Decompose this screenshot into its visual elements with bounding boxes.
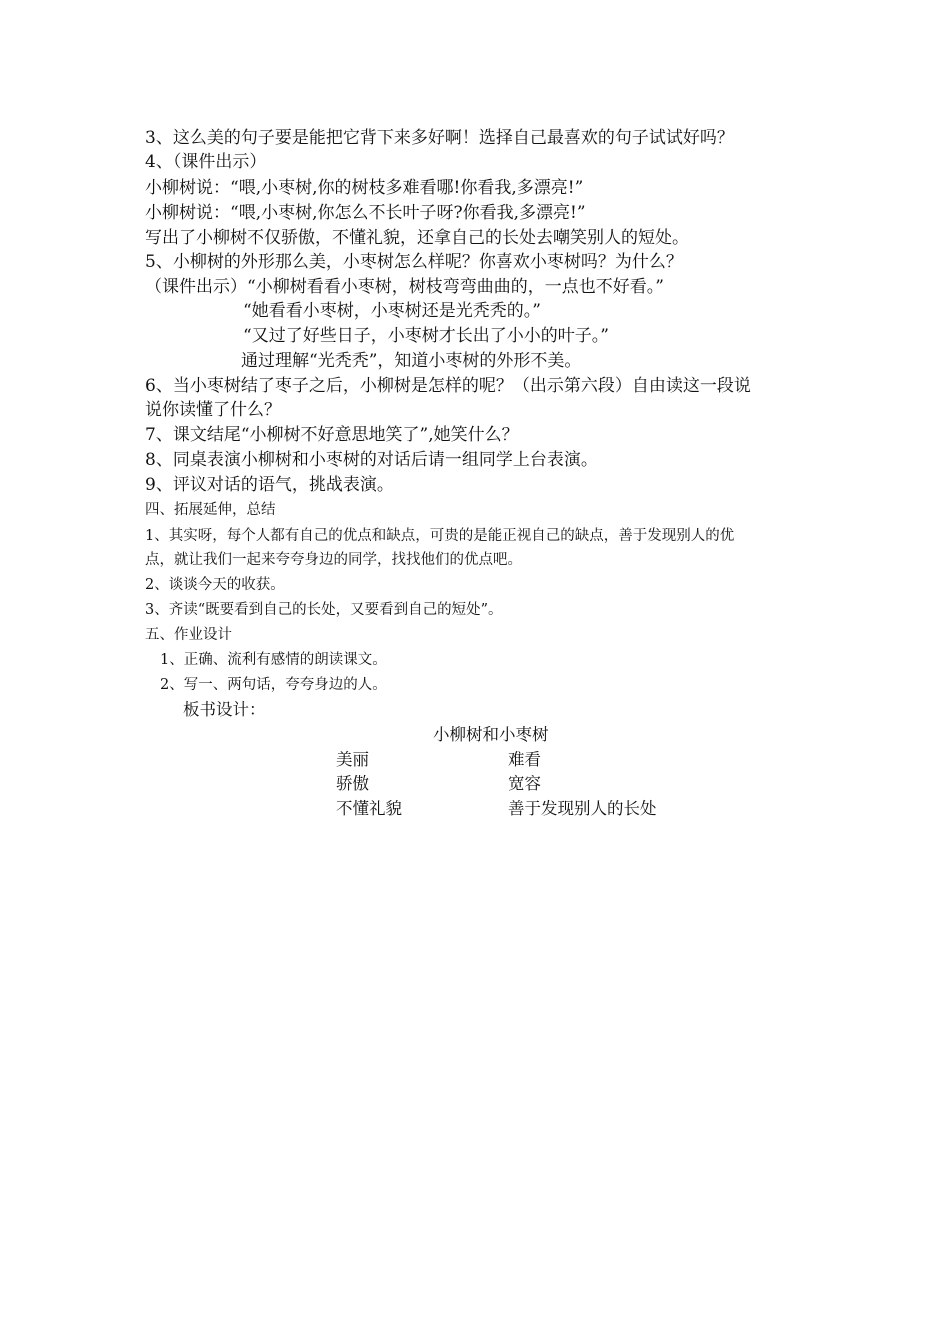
paragraph-line: 8、同桌表演小柳树和小枣树的对话后请一组同学上台表演。: [145, 450, 598, 470]
paragraph-line: 7、课文结尾“小柳树不好意思地笑了”,她笑什么？: [145, 425, 519, 445]
board-right-cell: 善于发现别人的长处: [508, 799, 657, 818]
homework-item: 1、正确、流利有感情的朗读课文。: [160, 652, 387, 668]
paragraph-line: 2、谈谈今天的收获。: [145, 577, 285, 593]
board-design-label: 板书设计：: [183, 700, 266, 719]
board-right-cell: 难看: [508, 750, 541, 769]
section-heading: 五、作业设计: [145, 627, 232, 643]
section-heading: 四、拓展延伸，总结: [145, 502, 276, 518]
quote-line: “又过了好些日子，小枣树才长出了小小的叶子。”: [243, 326, 609, 346]
paragraph-line: 3、齐读“既要看到自己的长处，又要看到自己的短处”。: [145, 602, 503, 618]
quote-line: （课件出示）“小柳树看看小枣树，树枝弯弯曲曲的，一点也不好看。”: [145, 277, 664, 297]
board-left-cell: 美丽: [336, 750, 369, 769]
board-title: 小柳树和小枣树: [433, 725, 549, 744]
paragraph-line: 写出了小柳树不仅骄傲，不懂礼貌，还拿自己的长处去嘲笑别人的短处。: [145, 228, 689, 248]
paragraph-line: 说你读懂了什么？: [145, 400, 281, 420]
homework-item: 2、写一、两句话，夸夸身边的人。: [160, 677, 387, 693]
quote-line: “她看看小枣树，小枣树还是光秃秃的。”: [243, 301, 541, 321]
board-right-cell: 宽容: [508, 774, 541, 793]
paragraph-line: 点，就让我们一起来夸夸身边的同学，找找他们的优点吧。: [145, 552, 522, 568]
quote-line: 小柳树说：“喂,小枣树,你的树枝多难看哪!你看我,多漂亮!”: [145, 178, 584, 198]
paragraph-line: 6、当小枣树结了枣子之后，小柳树是怎样的呢？（出示第六段）自由读这一段说: [145, 376, 751, 396]
paragraph-line: 9、评议对话的语气，挑战表演。: [145, 475, 394, 495]
paragraph-line: 通过理解“光秃秃”，知道小枣树的外形不美。: [241, 351, 582, 371]
paragraph-line: 3、这么美的句子要是能把它背下来多好啊！选择自己最喜欢的句子试试好吗？: [145, 128, 734, 148]
board-left-cell: 骄傲: [336, 774, 369, 793]
board-left-cell: 不懂礼貌: [336, 799, 402, 818]
paragraph-line: 4、（课件出示）: [145, 152, 267, 172]
paragraph-line: 1、其实呀，每个人都有自己的优点和缺点，可贵的是能正视自己的缺点，善于发现别人的优: [145, 528, 735, 544]
paragraph-line: 5、小柳树的外形那么美，小枣树怎么样呢？你喜欢小枣树吗？为什么？: [145, 252, 683, 272]
quote-line: 小柳树说：“喂,小枣树,你怎么不长叶子呀?你看我,多漂亮!”: [145, 203, 586, 223]
